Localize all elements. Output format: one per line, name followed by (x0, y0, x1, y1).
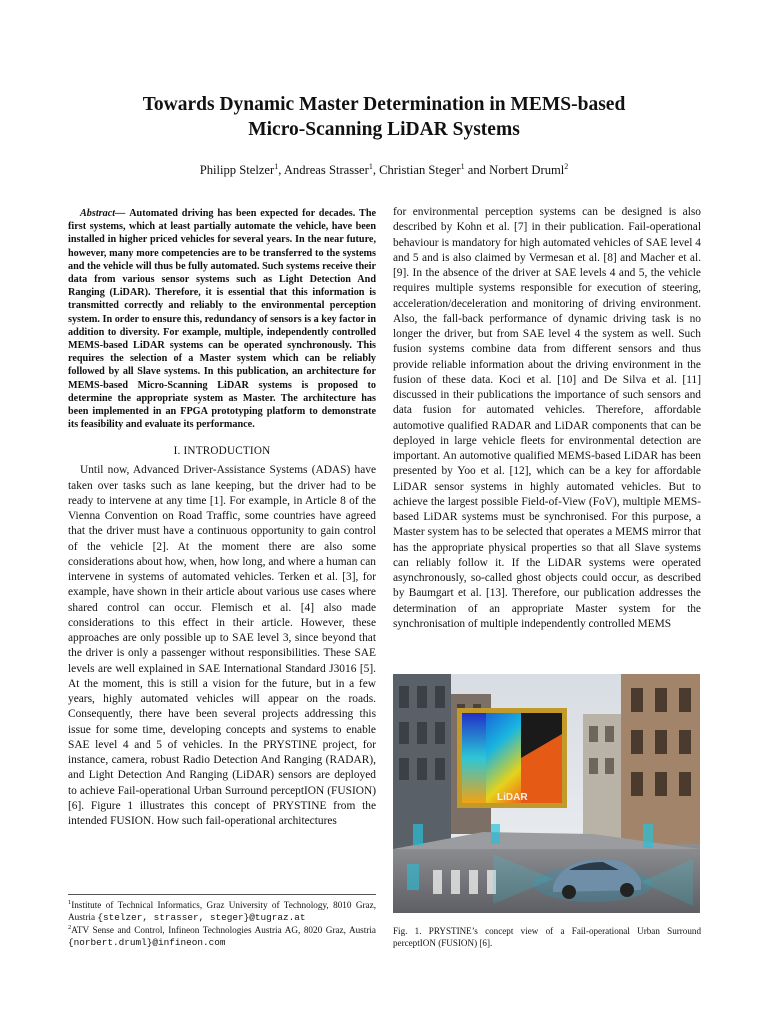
footnote-2-text: ATV Sense and Control, Infineon Technologies Austria AG, 8020 Graz, Austria (71, 925, 376, 935)
intro-paragraph-left: Until now, Advanced Driver-Assistance Systems (ADAS) have taken over tasks such as lane keeping, but the driver had to be ready to intervene at any time [1]. For example, in Article 8 of the Vienna Convention on Road Traffic, some countries have agreed that the driver must have a continuous opportunity to gain control of the vehicle [2]. At the moment there are also some considerations about how, when, how long, and where a human can intervene in systems of automated vehicles. Terken et al. [3], for example, have shown in their article about various use cases where shared control can occur. Flemisch et al. [4] also made considerations to this effect in their article. However, these approaches are only possible up to SAE level 3, since beyond that the driver is only a passenger without responsibilities. These SAE levels are well explained in SAE International Standard J3016 [5]. At the moment, this is still a vision for the future, but in a few years, highly automated vehicles will appear on the roads. Consequently, there have been several projects addressing this issue for some time, developing concepts and systems to enable SAE level 4 and 5 of vehicles. In the PRYSTINE project, for instance, camera, robust Radio Detection And Ranging (RADAR), and Light Detection And Ranging (LiDAR) sensors are deployed to achieve Fail-operational Urban Surround perceptION (FUSION) [6]. Figure 1 illustrates this concept of PRYSTINE from the intended FUSION. How such fail-operational architectures (68, 464, 376, 828)
footnote-2 (68, 924, 376, 949)
footnote-2-number: 2 (68, 924, 72, 931)
footnote-1 (68, 899, 376, 924)
author-list (0, 161, 768, 179)
author-affiliation: 2 (564, 162, 569, 171)
author-name: Norbert Druml (489, 163, 565, 177)
section-heading: I. INTRODUCTION (173, 445, 271, 458)
city-scene-illustration (393, 674, 700, 913)
right-column (393, 205, 701, 632)
footnote-1-email: {stelzer, strasser, steger}@tugraz.at (97, 912, 306, 923)
figure-caption: Fig. 1. PRYSTINE’s concept view of a Fail-operational Urban Surround perceptION (FUSION) [6]. (393, 926, 701, 948)
figure-1-illustration (393, 674, 700, 913)
abstract (68, 207, 376, 431)
author-name: Andreas Strasser (283, 163, 369, 177)
paper-title (0, 92, 768, 142)
author-affiliation: 1 (460, 162, 465, 171)
author-separator: , (278, 163, 284, 177)
title-line-2: Micro-Scanning LiDAR Systems (248, 119, 520, 140)
abstract-dash: — (115, 208, 130, 219)
title-line-1: Towards Dynamic Master Determination in MEMS-based (142, 94, 626, 115)
author-separator: and (464, 163, 490, 177)
footnote-1-number: 1 (68, 899, 72, 906)
footnotes (68, 894, 376, 949)
author-affiliation: 1 (368, 162, 373, 171)
author-separator: , (372, 163, 380, 177)
footnote-2-email: {norbert.druml}@infineon.com (68, 937, 226, 948)
footnote-1-text: Institute of Technical Informatics, Graz University of Technology, 8010 Graz, Austria (68, 900, 376, 922)
author-affiliation: 1 (274, 162, 279, 171)
abstract-text: Automated driving has been expected for decades. The first systems, which at least partially automate the vehicle, have been installed in higher priced vehicles for several years. In the near future, however, many more competencies are to be transferred to the systems and the vehicle will thus be fully automated. Such systems receive their data from various sensor systems such as Light Detection And Ranging (LiDAR). Therefore, it is essential that this information is transmitted correctly and reliably to the environmental perception system. In order to ensure this, redundancy of sensors is a key factor in addition to diversity. For example, multiple, independently controlled MEMS-based LiDAR systems can be operated synchronously. This requires the selection of a Master system which can be reliably followed by all Slave systems. In this publication, an architecture for MEMS-based Micro-Scanning LiDAR systems is proposed to determine the appropriate system as Master. The architecture has been implemented in an FPGA prototyping platform to demonstrate its feasibility and evaluate its performance. (68, 208, 377, 431)
author-name: Philipp Stelzer (199, 163, 275, 177)
intro-paragraph-right: for environmental perception systems can be designed is also described by Kohn et al. [7] in their publication. Fail-operational behaviour is mandatory for high automated vehicles of SAE level 4 and 5 and is also claimed by Vermesan et al. [8] and Macher et al. [9]. In the absence of the driver at SAE levels 4 and 5, the vehicle requires multiple systems responsible for execution of steering, acceleration/deceleration and monitoring of driving environment. Also, the fall-back performance of dynamic driving task is no longer the driver, but from SAE level 4 the system as well. Such fusion systems combine data from different sensors and thus provide reliable information about the driving environment in the fusion of these data. Koci et al. [10] and De Silva et al. [11] discussed in their publications the importance of such sensors and data fusion for automated vehicles. Therefore, affordable automotive qualified RADAR and LiDAR components that can be deployed in large vehicle fleets for environmental detection are important. An automotive qualified MEMS-based LiDAR has been presented by Yoo et al. [12], which can be a key for affordable LiDAR sensor systems in highly automated vehicles. But to achieve the largest possible Field-of-View (FoV), multiple MEMS-based LiDAR systems must be synchronised. For this purpose, a Master system has to be selected that operates a MEMS mirror that has the appropriate physical properties so that all Slave systems can reliably follow it. If the LiDAR systems were operated asynchronously, so-called ghost objects could occur, as described by Baumgart et al. [13]. Therefore, our publication addresses the determination of an appropriate Master system for the synchronisation of multiple independently controlled MEMS (393, 206, 701, 630)
left-column (68, 205, 376, 829)
figure-label-lidar: LiDAR (497, 792, 528, 803)
author-name: Christian Steger (379, 163, 461, 177)
abstract-label: Abstract (80, 208, 116, 219)
